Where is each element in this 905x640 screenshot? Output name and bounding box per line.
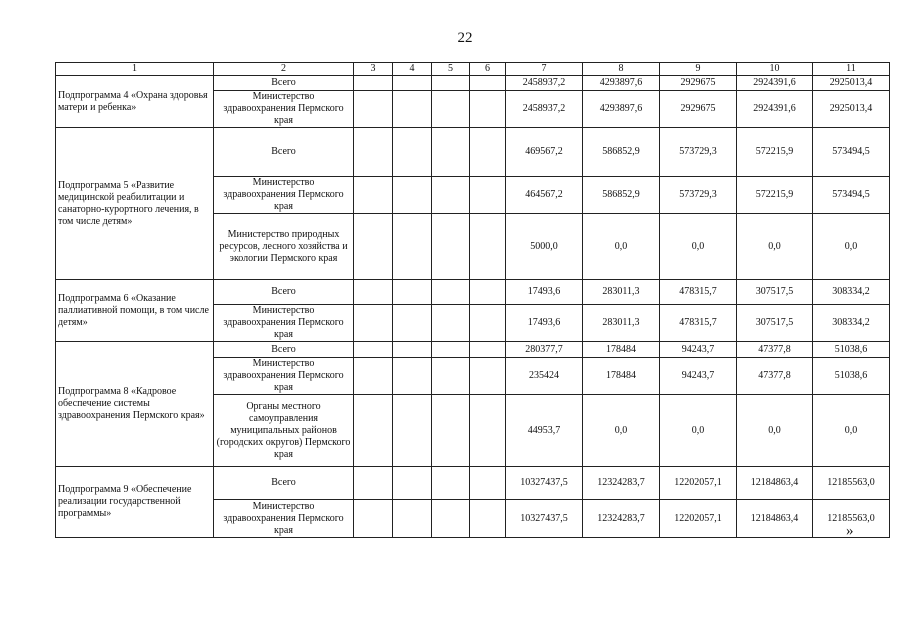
- column-number-6: 6: [470, 63, 506, 76]
- empty-cell: [393, 467, 432, 500]
- empty-cell: [393, 128, 432, 177]
- amount-col-9: 2929675: [660, 91, 737, 128]
- amount-col-11: 2925013,4: [813, 91, 890, 128]
- empty-cell: [470, 467, 506, 500]
- empty-cell: [470, 280, 506, 305]
- empty-cell: [393, 214, 432, 280]
- empty-cell: [354, 305, 393, 342]
- amount-col-7: 10327437,5: [506, 500, 583, 538]
- executor-name: Всего: [214, 128, 354, 177]
- amount-col-11: 0,0: [813, 214, 890, 280]
- empty-cell: [432, 395, 470, 467]
- amount-col-7: 2458937,2: [506, 91, 583, 128]
- executor-name: Всего: [214, 342, 354, 358]
- amount-col-11: 573494,5: [813, 128, 890, 177]
- total-row: [56, 128, 890, 177]
- empty-cell: [470, 395, 506, 467]
- column-number-9: 9: [660, 63, 737, 76]
- empty-cell: [354, 358, 393, 395]
- empty-cell: [393, 342, 432, 358]
- empty-cell: [354, 500, 393, 538]
- amount-col-9: 573729,3: [660, 128, 737, 177]
- empty-cell: [432, 358, 470, 395]
- empty-cell: [354, 467, 393, 500]
- amount-col-11: 573494,5: [813, 177, 890, 214]
- amount-col-8: 283011,3: [583, 305, 660, 342]
- empty-cell: [393, 395, 432, 467]
- amount-col-10: 0,0: [737, 395, 813, 467]
- executor-name: Всего: [214, 280, 354, 305]
- amount-col-9: 94243,7: [660, 342, 737, 358]
- amount-col-9: 573729,3: [660, 177, 737, 214]
- empty-cell: [470, 214, 506, 280]
- empty-cell: [470, 358, 506, 395]
- amount-col-8: 586852,9: [583, 177, 660, 214]
- amount-col-10: 307517,5: [737, 305, 813, 342]
- total-row: [56, 342, 890, 358]
- empty-cell: [393, 358, 432, 395]
- subprogram-name: Подпрограмма 8 «Кадровое обеспечение системы здравоохранения Пермского края»: [56, 342, 214, 467]
- subprogram-name: Подпрограмма 9 «Обеспечение реализации государственной программы»: [56, 467, 214, 538]
- subprogram-name: Подпрограмма 6 «Оказание паллиативной помощи, в том числе детям»: [56, 280, 214, 342]
- amount-col-9: 0,0: [660, 395, 737, 467]
- amount-col-7: 44953,7: [506, 395, 583, 467]
- amount-col-10: 2924391,6: [737, 91, 813, 128]
- amount-col-9: 12202057,1: [660, 467, 737, 500]
- closing-quote: »: [846, 523, 854, 539]
- page-number: 22: [457, 30, 473, 46]
- empty-cell: [354, 214, 393, 280]
- empty-cell: [470, 76, 506, 91]
- amount-col-7: 280377,7: [506, 342, 583, 358]
- amount-col-11: 0,0: [813, 395, 890, 467]
- amount-col-7: 17493,6: [506, 305, 583, 342]
- amount-col-8: 12324283,7: [583, 467, 660, 500]
- amount-col-8: 4293897,6: [583, 91, 660, 128]
- column-number-1: 1: [56, 63, 214, 76]
- amount-col-8: 0,0: [583, 214, 660, 280]
- column-number-8: 8: [583, 63, 660, 76]
- empty-cell: [470, 500, 506, 538]
- amount-col-9: 0,0: [660, 214, 737, 280]
- amount-col-9: 478315,7: [660, 280, 737, 305]
- amount-col-11: 51038,6: [813, 358, 890, 395]
- amount-col-11: 12185563,0: [813, 500, 890, 538]
- executor-name: Министерство здравоохранения Пермского края: [214, 500, 354, 538]
- amount-col-11: 12185563,0: [813, 467, 890, 500]
- column-number-11: 11: [813, 63, 890, 76]
- empty-cell: [354, 395, 393, 467]
- executor-name: Всего: [214, 467, 354, 500]
- amount-col-8: 178484: [583, 358, 660, 395]
- empty-cell: [432, 280, 470, 305]
- empty-cell: [432, 500, 470, 538]
- empty-cell: [432, 128, 470, 177]
- amount-col-10: 12184863,4: [737, 467, 813, 500]
- amount-col-8: 12324283,7: [583, 500, 660, 538]
- empty-cell: [470, 128, 506, 177]
- empty-cell: [354, 280, 393, 305]
- executor-name: Министерство природных ресурсов, лесного хозяйства и экологии Пермского края: [214, 214, 354, 280]
- empty-cell: [432, 91, 470, 128]
- subprogram-name: Подпрограмма 5 «Развитие медицинской реабилитации и санаторно-курортного лечения, в том числе детям»: [56, 128, 214, 280]
- empty-cell: [393, 177, 432, 214]
- empty-cell: [354, 76, 393, 91]
- total-row: [56, 280, 890, 305]
- amount-col-10: 2924391,6: [737, 76, 813, 91]
- empty-cell: [393, 280, 432, 305]
- empty-cell: [393, 76, 432, 91]
- empty-cell: [432, 305, 470, 342]
- column-number-7: 7: [506, 63, 583, 76]
- amount-col-7: 2458937,2: [506, 76, 583, 91]
- amount-col-11: 2925013,4: [813, 76, 890, 91]
- column-number-4: 4: [393, 63, 432, 76]
- empty-cell: [354, 128, 393, 177]
- empty-cell: [470, 91, 506, 128]
- subprogram-name: Подпрограмма 4 «Охрана здоровья матери и ребенка»: [56, 76, 214, 128]
- executor-name: Министерство здравоохранения Пермского края: [214, 177, 354, 214]
- column-number-3: 3: [354, 63, 393, 76]
- amount-col-9: 478315,7: [660, 305, 737, 342]
- executor-name: Министерство здравоохранения Пермского края: [214, 91, 354, 128]
- empty-cell: [432, 467, 470, 500]
- empty-cell: [354, 177, 393, 214]
- amount-col-7: 10327437,5: [506, 467, 583, 500]
- amount-col-10: 572215,9: [737, 128, 813, 177]
- amount-col-8: 4293897,6: [583, 76, 660, 91]
- amount-col-11: 51038,6: [813, 342, 890, 358]
- amount-col-10: 47377,8: [737, 358, 813, 395]
- amount-col-8: 178484: [583, 342, 660, 358]
- empty-cell: [432, 177, 470, 214]
- amount-col-8: 586852,9: [583, 128, 660, 177]
- empty-cell: [432, 214, 470, 280]
- empty-cell: [470, 342, 506, 358]
- empty-cell: [470, 177, 506, 214]
- amount-col-7: 17493,6: [506, 280, 583, 305]
- amount-col-9: 94243,7: [660, 358, 737, 395]
- column-number-2: 2: [214, 63, 354, 76]
- amount-col-7: 464567,2: [506, 177, 583, 214]
- empty-cell: [432, 76, 470, 91]
- amount-col-7: 469567,2: [506, 128, 583, 177]
- amount-col-8: 0,0: [583, 395, 660, 467]
- amount-col-7: 235424: [506, 358, 583, 395]
- empty-cell: [432, 342, 470, 358]
- amount-col-8: 283011,3: [583, 280, 660, 305]
- amount-col-7: 5000,0: [506, 214, 583, 280]
- amount-col-10: 0,0: [737, 214, 813, 280]
- executor-name: Министерство здравоохранения Пермского края: [214, 305, 354, 342]
- empty-cell: [393, 500, 432, 538]
- executor-name: Всего: [214, 76, 354, 91]
- amount-col-9: 12202057,1: [660, 500, 737, 538]
- amount-col-11: 308334,2: [813, 305, 890, 342]
- column-number-5: 5: [432, 63, 470, 76]
- empty-cell: [354, 342, 393, 358]
- column-number-10: 10: [737, 63, 813, 76]
- amount-col-10: 307517,5: [737, 280, 813, 305]
- empty-cell: [470, 305, 506, 342]
- empty-cell: [393, 305, 432, 342]
- executor-name: Органы местного самоуправления муниципальных районов (городских округов) Пермского края: [214, 395, 354, 467]
- column-number-row: [56, 63, 890, 76]
- amount-col-10: 572215,9: [737, 177, 813, 214]
- empty-cell: [354, 91, 393, 128]
- total-row: [56, 467, 890, 500]
- amount-col-10: 47377,8: [737, 342, 813, 358]
- total-row: [56, 76, 890, 91]
- executor-name: Министерство здравоохранения Пермского края: [214, 358, 354, 395]
- amount-col-10: 12184863,4: [737, 500, 813, 538]
- amount-col-11: 308334,2: [813, 280, 890, 305]
- budget-table: [55, 62, 890, 538]
- empty-cell: [393, 91, 432, 128]
- amount-col-9: 2929675: [660, 76, 737, 91]
